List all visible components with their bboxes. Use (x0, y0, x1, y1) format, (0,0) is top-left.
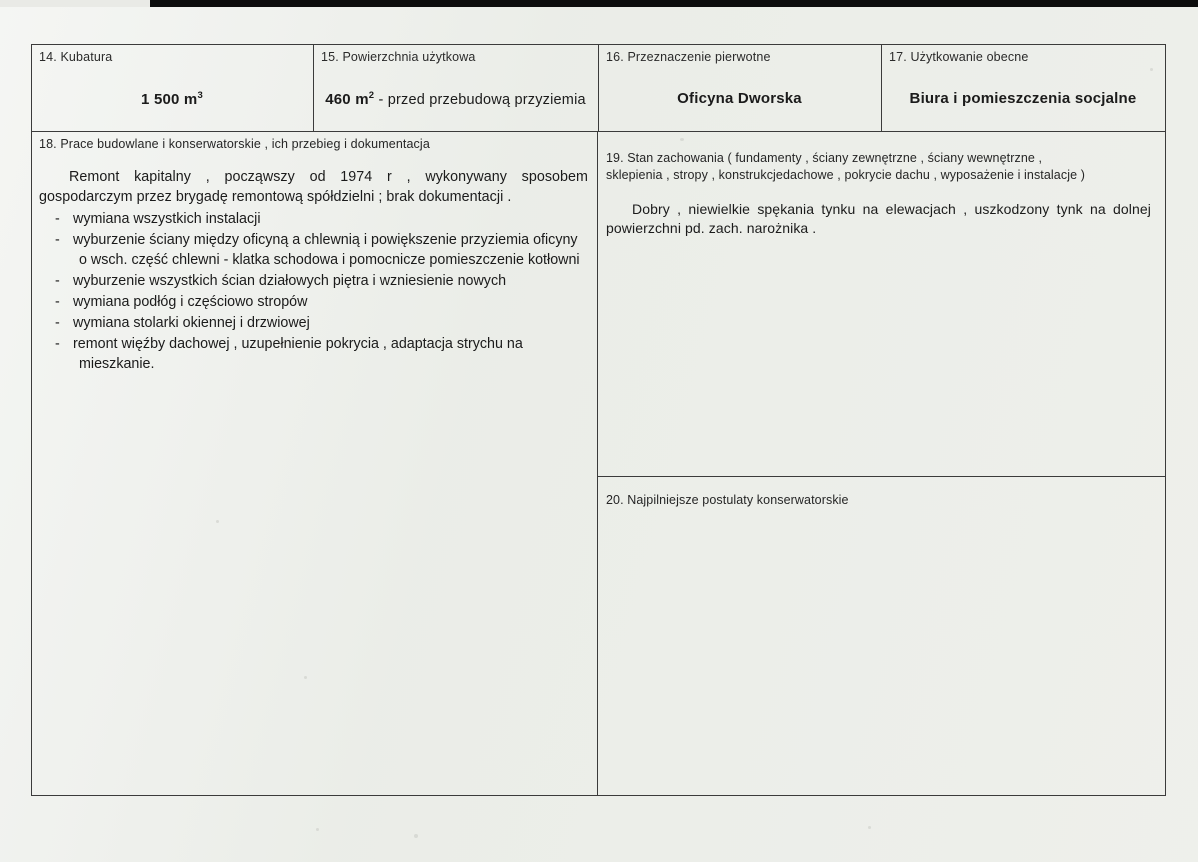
field-value-kubatura-unit: 3 (197, 90, 203, 101)
dash-bullet-icon: - (55, 273, 60, 289)
list-item-continuation: o wsch. część chlewni - klatka schodowa i pomocnicze pomieszczenie kotłowni (79, 252, 580, 268)
field-powierzchnia-uzytkowa (313, 45, 598, 131)
form-table (31, 44, 1166, 796)
form-row-descriptions (32, 132, 1165, 796)
dash-bullet-icon: - (55, 232, 60, 248)
list-item-text: remont więźby dachowej , uzupełnienie pokrycia , adaptacja strychu na (73, 336, 523, 352)
section-19-label (606, 150, 1151, 184)
section-19-body (606, 200, 1151, 238)
scan-speck (316, 828, 319, 831)
field-value-powierzchnia (321, 90, 590, 108)
list-item-text: wyburzenie wszystkich ścian działowych piętra i wzniesienie nowych (73, 273, 507, 289)
field-value-powierzchnia-unit: 2 (368, 90, 375, 101)
list-item-text: wyburzenie ściany między oficyną a chlewnią i powiększenie przyziemia oficyny (73, 232, 578, 248)
section-19-label-line1: 19. Stan zachowania ( fundamenty , ściany zewnętrzne , ściany wewnętrzne , (606, 151, 1043, 165)
section-19-body-text: Dobry , niewielkie spękania tynku na elewacjach , uszkodzony tynk na dolnej powierzchni pd. zach. narożnika . (606, 201, 1151, 236)
section-20-label: 20. Najpilniejsze postulaty konserwatorskie (606, 493, 849, 507)
scan-top-edge-gap (0, 0, 150, 7)
section-18-list (39, 209, 588, 374)
list-item-text: wymiana podłóg i częściowo stropów (73, 294, 308, 310)
list-item (55, 334, 588, 374)
field-value-przeznaczenie: Oficyna Dworska (677, 90, 802, 107)
section-18-label: 18. Prace budowlane i konserwatorskie , ich przebieg i dokumentacja (39, 137, 430, 151)
section-18-paragraph-text: Remont kapitalny , począwszy od 1974 r , wykonywany sposobem gospodarczym przez brygadę remontową spółdzielni ; brak dokumentacji . (39, 169, 588, 205)
list-item (55, 230, 588, 270)
section-20 (598, 477, 1165, 796)
list-item-text: wymiana wszystkich instalacji (73, 211, 261, 227)
dash-bullet-icon: - (55, 315, 60, 331)
field-label-kubatura: 14. Kubatura (39, 50, 113, 64)
list-item (55, 313, 588, 333)
list-item-continuation: mieszkanie. (79, 356, 155, 372)
section-18 (32, 132, 598, 796)
field-label-przeznaczenie: 16. Przeznaczenie pierwotne (606, 50, 771, 64)
section-19-label-line2: sklepienia , stropy , konstrukcjedachowe , pokrycie dachu , wyposażenie i instalacje ) (606, 168, 1085, 182)
scan-speck (414, 834, 418, 838)
field-kubatura (32, 45, 313, 131)
field-label-powierzchnia: 15. Powierzchnia użytkowa (321, 50, 476, 64)
list-item (55, 209, 588, 229)
field-value-powierzchnia-suffix: - przed przebudową przyziemia (374, 92, 586, 108)
list-item (55, 271, 588, 291)
section-19 (598, 132, 1165, 477)
field-value-kubatura-text: 1 500 m (141, 91, 198, 108)
form-row-identification (32, 45, 1165, 132)
section-18-paragraph (39, 167, 588, 207)
dash-bullet-icon: - (55, 211, 60, 227)
field-przeznaczenie-pierwotne (598, 45, 881, 131)
field-label-uzytkowanie: 17. Użytkowanie obecne (889, 50, 1029, 64)
field-value-powierzchnia-text: 460 m (325, 91, 369, 108)
sections-19-20 (598, 132, 1165, 796)
field-uzytkowanie-obecne (881, 45, 1165, 131)
dash-bullet-icon: - (55, 336, 60, 352)
list-item (55, 292, 588, 312)
list-item-text: wymiana stolarki okiennej i drzwiowej (73, 315, 310, 331)
scan-top-edge (0, 0, 1198, 7)
dash-bullet-icon: - (55, 294, 60, 310)
scan-speck (868, 826, 871, 829)
field-value-kubatura (39, 90, 305, 108)
field-value-uzytkowanie: Biura i pomieszczenia socjalne (909, 90, 1137, 107)
